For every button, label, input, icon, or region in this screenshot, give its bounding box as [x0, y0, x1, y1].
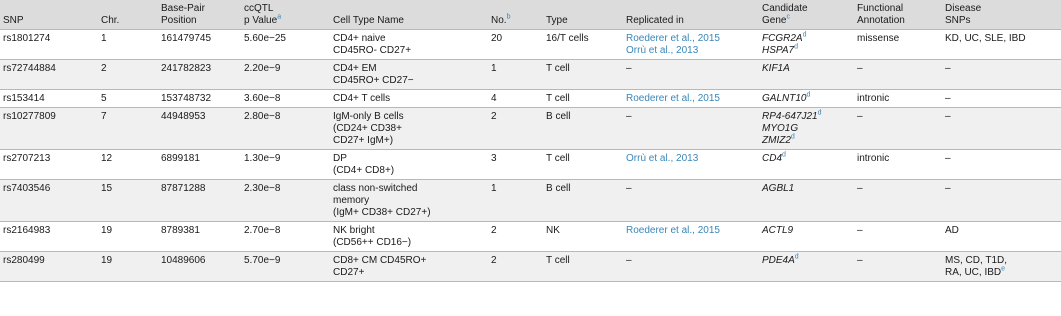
cell-candidate-gene — [759, 90, 854, 108]
table-row — [0, 150, 1061, 180]
gene-label: GALNT10 — [762, 93, 807, 104]
cell-cell-type-name — [330, 180, 488, 222]
gene-name — [762, 183, 851, 195]
cell-snp: rs153414 — [3, 93, 45, 104]
disease-text: – — [945, 183, 951, 194]
gene-name — [762, 225, 851, 237]
cell-cell-type-name-line: (CD4+ CD8+) — [333, 165, 395, 176]
disease-line — [945, 63, 1058, 75]
disease-text: – — [945, 111, 951, 122]
cell-replicated-in — [623, 108, 759, 150]
cell-cell-type-name — [330, 108, 488, 150]
cell-disease-snps — [942, 252, 1061, 282]
disease-text: – — [945, 153, 951, 164]
cell-cell-type-name-line: CD45RO- CD27+ — [333, 45, 412, 56]
disease-line — [945, 225, 1058, 237]
cell-type: B cell — [546, 111, 571, 122]
disease-line — [945, 183, 1058, 195]
cell-cell-type-name — [330, 252, 488, 282]
cell-cell-type-name — [330, 30, 488, 60]
cell-type: T cell — [546, 63, 570, 74]
cell-number: 20 — [491, 33, 503, 44]
cell-p-value: 2.20e−9 — [244, 63, 281, 74]
header-candidate-gene: Candidate Gene$^c$ — [762, 3, 808, 26]
cell-cell-type-name — [330, 60, 488, 90]
gene-label: AGBL1 — [762, 183, 795, 194]
table-row — [0, 108, 1061, 150]
cell-disease-snps — [942, 180, 1061, 222]
table-row — [0, 90, 1061, 108]
cell-p-value: 5.70e−9 — [244, 255, 281, 266]
gene-name — [762, 111, 851, 123]
disease-line — [945, 111, 1058, 123]
cell-replicated-in — [623, 180, 759, 222]
cell-snp: rs1801274 — [3, 33, 51, 44]
gene-name — [762, 153, 851, 165]
header-replicated-in: Replicated in — [626, 15, 684, 26]
cell-functional-annotation: missense — [857, 33, 900, 44]
cell-type: T cell — [546, 93, 570, 104]
header-disease-snps: Disease SNPs — [945, 3, 982, 26]
cell-type: 16/T cells — [546, 33, 589, 44]
cell-chr: 12 — [101, 153, 113, 164]
disease-text: MS, CD, T1D, — [945, 255, 1008, 266]
cell-cell-type-name — [330, 222, 488, 252]
cell-replicated-in-line[interactable]: Roederer et al., 2015 — [626, 225, 720, 236]
cell-replicated-in — [623, 252, 759, 282]
gene-footnote-marker: d — [794, 43, 798, 51]
cell-p-value: 2.70e−8 — [244, 225, 281, 236]
gene-footnote-marker: d — [790, 133, 795, 141]
cell-cell-type-name-line: IgM-only B cells — [333, 111, 404, 122]
cell-base-pair-position: 241782823 — [161, 63, 212, 74]
gene-footnote-marker: d — [794, 253, 799, 261]
cell-type: B cell — [546, 183, 571, 194]
cell-number: 4 — [491, 93, 497, 104]
cell-cell-type-name-line: (CD24+ CD38+ — [333, 123, 402, 134]
cell-number: 3 — [491, 153, 497, 164]
gene-name — [762, 255, 851, 267]
cell-base-pair-position: 44948953 — [161, 111, 206, 122]
gene-label: ZMIZ2 — [762, 135, 791, 146]
cell-disease-snps — [942, 90, 1061, 108]
cell-disease-snps — [942, 108, 1061, 150]
disease-text: RA, UC, IBD — [945, 267, 1002, 278]
cell-functional-annotation: – — [857, 183, 863, 194]
table-row — [0, 222, 1061, 252]
cell-type: NK — [546, 225, 560, 236]
gene-footnote-marker: d — [802, 31, 807, 39]
header-functional-annotation: Functional Annotation — [857, 3, 905, 26]
cell-replicated-in-line[interactable]: Roederer et al., 2015 — [626, 93, 720, 104]
cell-number: 2 — [491, 225, 497, 236]
cell-cell-type-name-line: DP — [333, 153, 347, 164]
disease-line — [945, 153, 1058, 165]
cell-functional-annotation: – — [857, 225, 863, 236]
cell-candidate-gene — [759, 252, 854, 282]
cell-disease-snps — [942, 60, 1061, 90]
gene-label: CD4 — [762, 153, 783, 164]
cell-cell-type-name — [330, 150, 488, 180]
cell-p-value: 3.60e−8 — [244, 93, 281, 104]
cell-functional-annotation: intronic — [857, 153, 890, 164]
disease-footnote-marker: e — [1001, 265, 1006, 273]
cell-replicated-in-line[interactable]: Orrù et al., 2013 — [626, 45, 699, 56]
gene-footnote-marker: d — [806, 91, 811, 99]
disease-line — [945, 93, 1058, 105]
disease-text: – — [945, 93, 951, 104]
gene-label: ACTL9 — [762, 225, 794, 236]
cell-number: 2 — [491, 111, 497, 122]
gene-label: HSPA7 — [762, 45, 795, 56]
cell-replicated-in-line: – — [626, 63, 632, 74]
cell-cell-type-name-line: CD45RO+ CD27− — [333, 75, 414, 86]
cell-snp: rs2707213 — [3, 153, 51, 164]
disease-text: – — [945, 63, 951, 74]
cell-p-value: 2.80e−8 — [244, 111, 281, 122]
gene-label: PDE4A — [762, 255, 795, 266]
gene-name — [762, 63, 851, 75]
cell-chr: 19 — [101, 225, 113, 236]
cell-replicated-in — [623, 222, 759, 252]
cell-snp: rs72744884 — [3, 63, 56, 74]
gene-label: FCGR2A — [762, 33, 803, 44]
cell-cell-type-name-line: (IgM+ CD38+ CD27+) — [333, 207, 431, 218]
cell-type: T cell — [546, 255, 570, 266]
gene-name — [762, 33, 851, 45]
cell-cell-type-name-line: memory — [333, 195, 370, 206]
cell-replicated-in-line: – — [626, 183, 632, 194]
cell-cell-type-name-line: CD27+ IgM+) — [333, 135, 394, 146]
disease-text: KD, UC, SLE, IBD — [945, 33, 1026, 44]
cell-functional-annotation: intronic — [857, 93, 890, 104]
gene-label: KIF1A — [762, 63, 790, 74]
cell-replicated-in — [623, 60, 759, 90]
cell-functional-annotation: – — [857, 63, 863, 74]
cell-chr: 15 — [101, 183, 113, 194]
gene-label: MYO1G — [762, 123, 799, 134]
cell-replicated-in-line[interactable]: Roederer et al., 2015 — [626, 33, 720, 44]
cell-p-value: 1.30e−9 — [244, 153, 281, 164]
cell-base-pair-position: 153748732 — [161, 93, 212, 104]
cell-chr: 1 — [101, 33, 107, 44]
cell-functional-annotation: – — [857, 111, 863, 122]
cell-candidate-gene — [759, 30, 854, 60]
header-ccqtl-p-value: ccQTL p Value$^a$ — [244, 3, 282, 26]
cell-replicated-in-line: – — [626, 111, 632, 122]
gene-label: RP4-647J21 — [762, 111, 818, 122]
cell-replicated-in — [623, 30, 759, 60]
cell-replicated-in-line[interactable]: Orrù et al., 2013 — [626, 153, 699, 164]
cell-candidate-gene — [759, 60, 854, 90]
cell-base-pair-position: 10489606 — [161, 255, 206, 266]
cell-disease-snps — [942, 222, 1061, 252]
cell-candidate-gene — [759, 222, 854, 252]
cell-p-value: 5.60e−25 — [244, 33, 286, 44]
cell-base-pair-position: 161479745 — [161, 33, 212, 44]
cell-cell-type-name-line: CD4+ EM — [333, 63, 377, 74]
gene-name — [762, 45, 851, 57]
gene-name — [762, 93, 851, 105]
header-type: Type — [546, 15, 568, 26]
header-chr: Chr. — [101, 15, 120, 26]
cell-base-pair-position: 8789381 — [161, 225, 200, 236]
cell-functional-annotation: – — [857, 255, 863, 266]
cell-disease-snps — [942, 30, 1061, 60]
table-row — [0, 60, 1061, 90]
disease-text: AD — [945, 225, 959, 236]
cell-disease-snps — [942, 150, 1061, 180]
cell-cell-type-name-line: NK bright — [333, 225, 375, 236]
cell-cell-type-name — [330, 90, 488, 108]
cell-number: 1 — [491, 183, 497, 194]
cell-snp: rs10277809 — [3, 111, 56, 122]
cell-base-pair-position: 87871288 — [161, 183, 206, 194]
header-row — [0, 0, 1061, 30]
cell-chr: 5 — [101, 93, 107, 104]
cell-snp: rs2164983 — [3, 225, 51, 236]
disease-line — [945, 33, 1058, 45]
cell-type: T cell — [546, 153, 570, 164]
cell-chr: 7 — [101, 111, 107, 122]
gene-footnote-marker: d — [817, 109, 822, 117]
cell-snp: rs280499 — [3, 255, 45, 266]
cell-p-value: 2.30e−8 — [244, 183, 281, 194]
disease-line — [945, 267, 1058, 279]
table-row — [0, 30, 1061, 60]
table-row — [0, 252, 1061, 282]
cell-cell-type-name-line: CD4+ naive — [333, 33, 386, 44]
header-snp: SNP — [3, 15, 24, 26]
header-cell-type-name: Cell Type Name — [333, 15, 404, 26]
cell-cell-type-name-line: class non-switched — [333, 183, 418, 194]
cell-replicated-in — [623, 90, 759, 108]
cell-number: 2 — [491, 255, 497, 266]
header-base-pair-position: Base-Pair Position — [161, 3, 205, 26]
cell-replicated-in — [623, 150, 759, 180]
cell-cell-type-name-line: (CD56++ CD16−) — [333, 237, 412, 248]
gene-name — [762, 123, 851, 135]
gene-footnote-marker: d — [782, 151, 786, 159]
cell-cell-type-name-line: CD4+ T cells — [333, 93, 391, 104]
table-row — [0, 180, 1061, 222]
cell-snp: rs7403546 — [3, 183, 51, 194]
cell-candidate-gene — [759, 150, 854, 180]
cell-candidate-gene — [759, 180, 854, 222]
cell-base-pair-position: 6899181 — [161, 153, 200, 164]
cell-chr: 19 — [101, 255, 113, 266]
cell-number: 1 — [491, 63, 497, 74]
cell-replicated-in-line: – — [626, 255, 632, 266]
cell-cell-type-name-line: CD27+ — [333, 267, 365, 278]
cell-cell-type-name-line: CD8+ CM CD45RO+ — [333, 255, 427, 266]
header-number: No.$^b$ — [491, 13, 511, 26]
gene-name — [762, 135, 851, 147]
cell-candidate-gene — [759, 108, 854, 150]
cell-chr: 2 — [101, 63, 107, 74]
